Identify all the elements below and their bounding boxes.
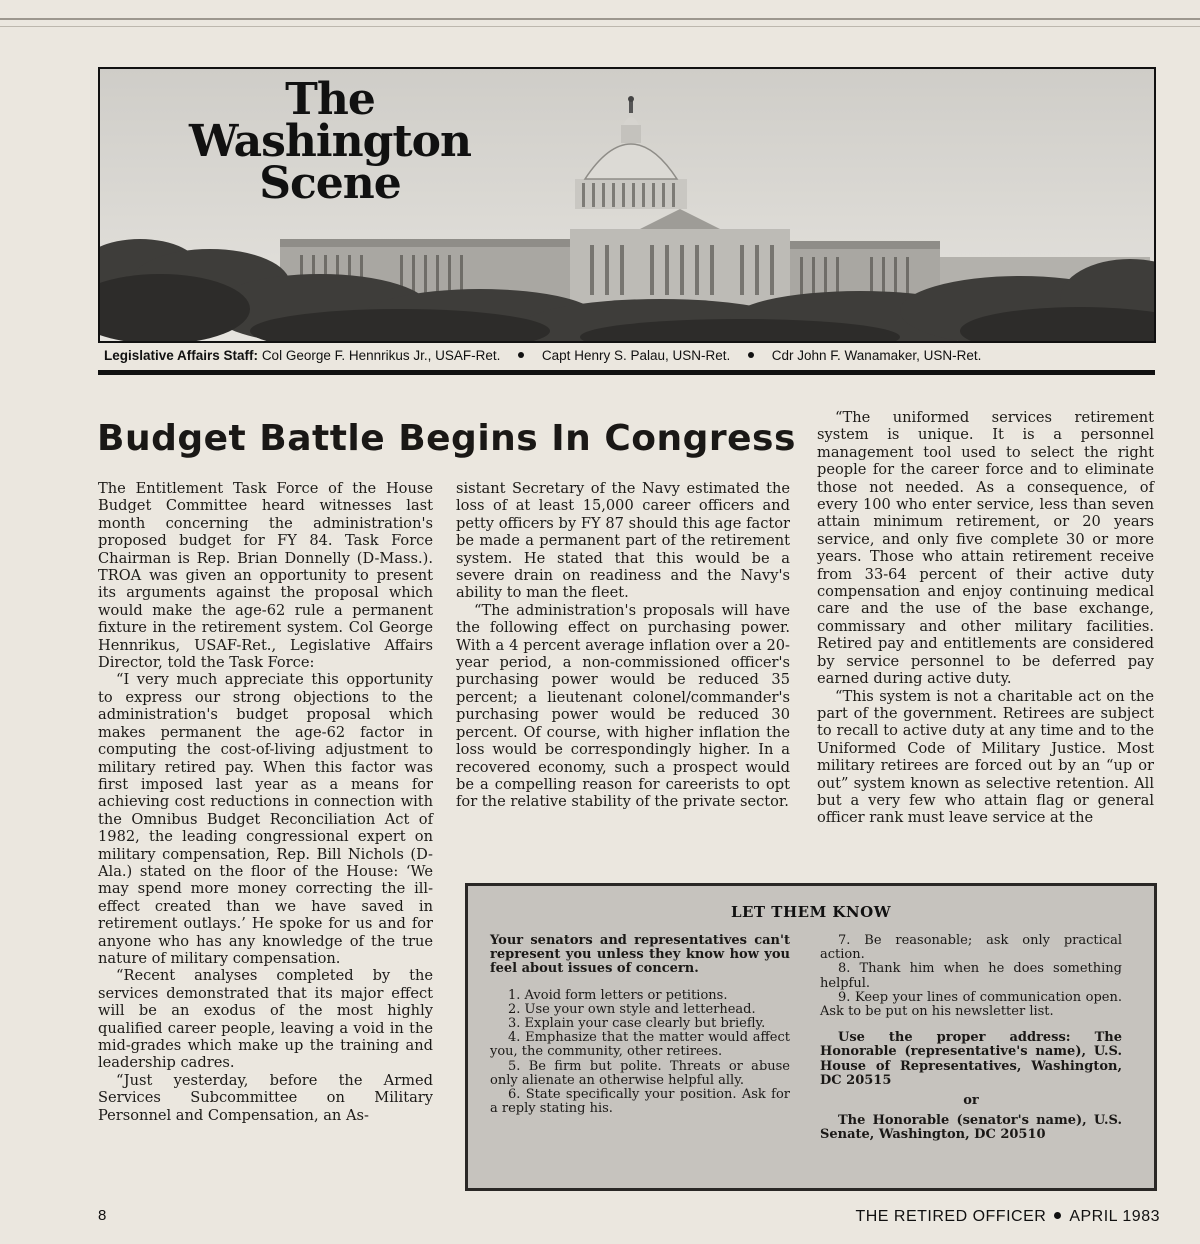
- top-rule: [0, 18, 1200, 20]
- paragraph: “Just yesterday, before the Armed Services Subcommittee on Military Personnel and Compensation, an As-: [98, 1071, 433, 1124]
- masthead-title-line3: Scene: [259, 158, 401, 209]
- paragraph: “Recent analyses completed by the services demonstrated that its major effect will be an exodus of the most highly qualified career people, leaving a void in the mid-grades which make up the training and leadership cadres.: [98, 967, 433, 1072]
- list-item: 9. Keep your lines of communication open. Ask to be put on his newsletter list.: [820, 989, 1122, 1020]
- staff-line: [104, 348, 1154, 363]
- list-item: 7. Be reasonable; ask only practical action.: [820, 933, 1122, 963]
- staff-member-2: Capt Henry S. Palau, USN-Ret.: [541, 348, 731, 363]
- list-item: 3. Explain your case clearly but briefly.: [508, 1016, 766, 1032]
- running-footer: [855, 1208, 1160, 1226]
- list-item: 2. Use your own style and letterhead.: [508, 1001, 756, 1017]
- issue-date: APRIL 1983: [1069, 1208, 1160, 1225]
- masthead-title-line1: The: [285, 74, 375, 125]
- article-column-3: [817, 409, 1154, 827]
- staff-label: Legislative Affairs Staff:: [104, 348, 259, 363]
- article-headline: Budget Battle Begins In Congress: [97, 418, 796, 459]
- article-column-2: [456, 480, 790, 811]
- masthead-banner: [98, 67, 1156, 343]
- page-number: 8: [98, 1207, 107, 1224]
- paragraph: The Entitlement Task Force of the House Budget Committee heard witnesses last month concerning the administration's proposed budget for FY 84. Task Force Chairman is Rep. Brian Donnelly (D-Mass.). TROA was given an opportunity to present its arguments against the proposal which would make the age-62 rule a permanent fixture in the retirement system. Col George Hennrikus, USAF-Ret., Legislative Affairs Director, told the Task Force:: [98, 480, 433, 672]
- senate-address: The Honorable (senator's name), U.S. Senate, Washington, DC 20510: [820, 1113, 1122, 1143]
- masthead-title-line2: Washington: [189, 116, 471, 167]
- list-item: 5. Be firm but polite. Threats or abuse only alienate an otherwise helpful ally.: [490, 1058, 790, 1088]
- box-column-right: [820, 934, 1122, 1143]
- box-title: LET THEM KNOW: [730, 903, 892, 921]
- paragraph: sistant Secretary of the Navy estimated the loss of at least 15,000 career officers and petty officers by FY 87 should this age factor be made a permanent part of the retirement system. He stated that this would be a severe drain on readiness and the Navy's ability to man the fleet.: [456, 480, 790, 602]
- bullet-icon: [518, 352, 524, 358]
- paragraph: “I very much appreciate this opportunity to express our strong objections to the administration's budget proposal which makes permanent the age-62 factor in computing the cost-of-living adjustment to military retired pay. When this factor was first imposed last year as a means for achieving cost reductions in connection with the Omnibus Budget Reconciliation Act of 1982, the leading congressional expert on military compensation, Rep. Bill Nichols (D-Ala.) stated on the floor of the House: ‘We may spend more money correcting the ill-effect created than we have saved in retirement outlays.’ He spoke for us and for anyone who has any knowledge of the true nature of military compensation.: [98, 671, 433, 967]
- list-item: 6. State specifically your position. Ask for a reply stating his.: [490, 1087, 790, 1117]
- house-address: Use the proper address: The Honorable (representative's name), U.S. House of Representatives, Washington, DC 20515: [820, 1030, 1122, 1088]
- bullet-icon: [748, 352, 754, 358]
- article-column-1: [98, 480, 433, 1124]
- let-them-know-box: [465, 883, 1157, 1191]
- box-intro: Your senators and representatives can't represent you unless they know how you feel about issues of concern.: [490, 933, 790, 977]
- masthead-title: [140, 74, 520, 209]
- top-rule-thin: [0, 26, 1200, 27]
- bullet-icon: [1054, 1212, 1061, 1219]
- staff-member-1: Col George F. Hennrikus Jr., USAF-Ret.: [261, 348, 501, 363]
- box-column-left: [490, 934, 790, 1116]
- paragraph: “The administration's proposals will have the following effect on purchasing power. With a 4 percent average inflation over a 20-year period, a non-commissioned officer's purchasing power would be reduced 35 percent; a lieutenant colonel/commander's purchasing power would be reduced 30 percent. Of course, with higher inflation the loss would be correspondingly higher. In a recovered economy, such a prospect would be a compelling reason for careerists to opt for the relative stability of the private sector.: [456, 601, 790, 811]
- or-separator: or: [963, 1093, 979, 1109]
- list-item: 1. Avoid form letters or petitions.: [508, 987, 728, 1003]
- paragraph: “This system is not a charitable act on the part of the government. Retirees are subject to recall to active duty at any time and to the Uniformed Code of Military Justice. Most military retirees are forced out by an “up or out” system known as selective retention. All but a very few who attain flag or general officer rank must leave service at the: [817, 687, 1154, 827]
- staff-member-3: Cdr John F. Wanamaker, USN-Ret.: [771, 348, 982, 363]
- publication-name: THE RETIRED OFFICER: [855, 1208, 1047, 1225]
- paragraph: “The uniformed services retirement system is unique. It is a personnel management tool used to select the right people for the career force and to eliminate those not needed. As a consequence, of every 100 who enter service, less than seven attain minimum retirement, or 20 years service, and only five complete 30 or more years. Those who attain retirement receive from 33-64 percent of their active duty compensation and enjoy continuing medical care and the use of the base exchange, commissary and other military facilities. Retired pay and entitlements are considered by service personnel to be deferred pay earned during active duty.: [817, 409, 1154, 688]
- list-item: 8. Thank him when he does something helpful.: [820, 961, 1122, 991]
- list-item: 4. Emphasize that the matter would affect you, the community, other retirees.: [490, 1030, 790, 1060]
- heavy-rule: [98, 370, 1155, 375]
